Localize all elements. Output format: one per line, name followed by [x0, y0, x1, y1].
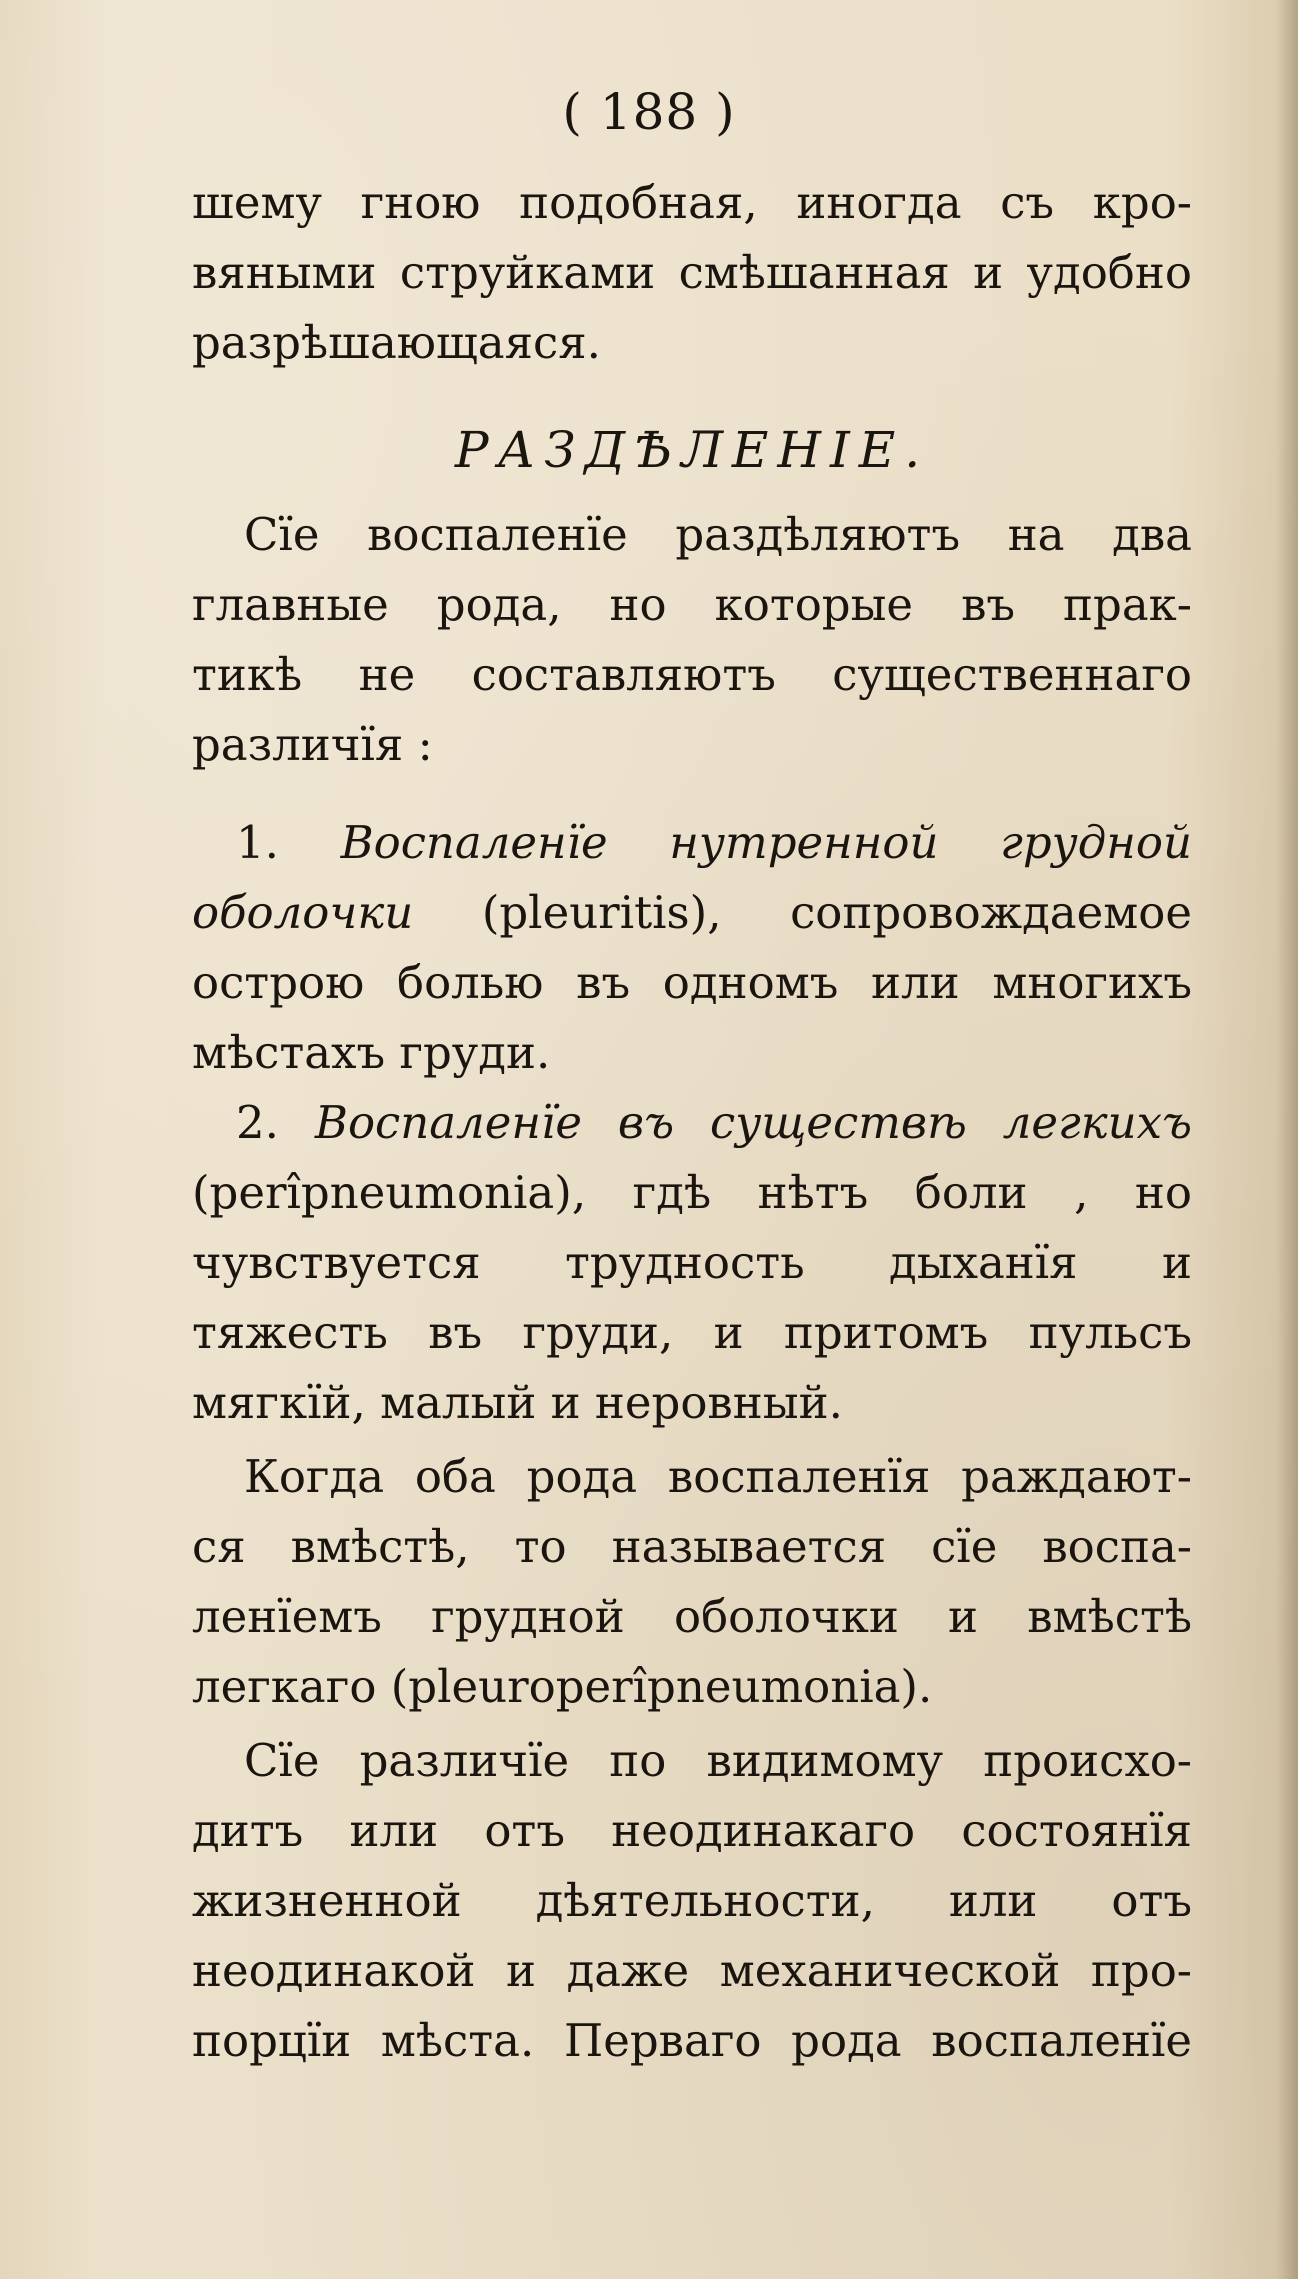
text-line: тикѣ не составляютъ существеннаго [192, 648, 1192, 701]
text-line: острою болью въ одномъ или многихъ [192, 956, 1192, 1009]
list-item-2-line [192, 1088, 1192, 1158]
list-item-title: Воспаленїе въ существѣ легкихъ [314, 1096, 1192, 1149]
text-line: Когда оба рода воспаленїя раждают- [244, 1450, 1192, 1503]
text-line: Сїе воспаленїе раздѣляютъ на два [244, 508, 1192, 561]
text-line: тяжесть въ груди, и притомъ пульсъ [192, 1306, 1192, 1359]
latin-term: (pleuroperîpneumonia). [390, 1660, 933, 1713]
page-number: ( 188 ) [562, 83, 736, 141]
page-text [192, 168, 1192, 2076]
text-line: различїя : [192, 718, 433, 771]
text-line: разрѣшающаяся. [192, 316, 601, 369]
text-fragment: , гдѣ нѣтъ боли , но [571, 1166, 1192, 1219]
text-line: дитъ или отъ неодинакаго состоянїя [192, 1804, 1192, 1857]
paragraph-gap [192, 780, 1192, 808]
list-item-1-line [192, 878, 1192, 948]
text-line: чувствуется трудность дыханїя и [192, 1236, 1192, 1289]
text-line: ся вмѣстѣ, то называется сїе воспа- [192, 1520, 1192, 1573]
text-line: неодинакой и даже механической про- [192, 1944, 1192, 1997]
text-line [192, 1652, 1192, 1722]
list-item-1-line [192, 808, 1192, 878]
list-item-number: 1. [236, 816, 279, 869]
page-edge-shadow [1276, 0, 1298, 2279]
list-item-2-line [192, 1158, 1192, 1228]
list-item-number: 2. [236, 1096, 279, 1149]
text-line: шему гною подобная, иногда съ кро- [192, 176, 1192, 229]
list-item-title: оболочки [192, 886, 414, 939]
list-item-title: Воспаленїе нутренной грудной [340, 816, 1193, 869]
text-line: жизненной дѣятельности, или отъ [192, 1874, 1192, 1927]
text-fragment: , сопровождаемое [707, 886, 1192, 939]
text-line: главные рода, но которые въ прак- [192, 578, 1192, 631]
text-line: мягкїй, малый и неровный. [192, 1376, 843, 1429]
section-heading: РАЗДѢЛЕНІЕ. [454, 421, 930, 479]
text-line: порцїи мѣста. Перваго рода воспаленїе [192, 2014, 1192, 2067]
text-line: вяными струйками смѣшанная и удобно [192, 246, 1192, 299]
text-line: мѣстахъ груди. [192, 1026, 551, 1079]
latin-term: (perîpneumonia) [192, 1166, 572, 1219]
text-line: ленїемъ грудной оболочки и вмѣстѣ [192, 1590, 1192, 1643]
text-line: Сїе различїе по видимому происхо- [244, 1734, 1192, 1787]
text-fragment: легкаго [192, 1660, 377, 1713]
latin-term: (pleuritis) [481, 886, 708, 939]
